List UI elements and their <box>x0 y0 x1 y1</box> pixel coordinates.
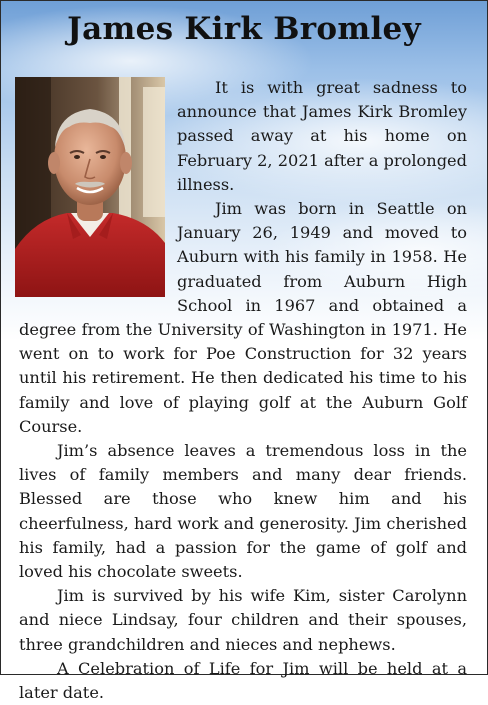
obituary-body <box>19 76 467 705</box>
paragraph-announcement: It is with great sadness to announce that James Kirk Bromley passed away at his home on February 2, 2021 after a prolonged illness. <box>177 78 467 194</box>
paragraph-celebration: A Celebration of Life for Jim will be held at a later date. <box>19 658 467 703</box>
paragraph-biography: Jim was born in Seattle on January 26, 1949 and moved to Auburn with his family in 1958. He graduated from Auburn High School in 1967 and obtained a degree from the University of Washington in 1971. He went on to work for Poe Construction for 32 years until his retirement. He then dedicated his time to his family and love of playing golf at the Auburn Golf Course. <box>19 199 467 436</box>
paragraph-remembrance: Jim’s absence leaves a tremendous loss in the lives of family members and many dear friends. Blessed are those who knew him and his cheerfulness, hard work and generosity. Jim cherished his family, had a passion for the game of golf and loved his chocolate sweets. <box>19 441 467 582</box>
paragraph-survivors: Jim is survived by his wife Kim, sister Carolynn and niece Lindsay, four children and their spouses, three grandchildren and nieces and nephews. <box>19 586 467 654</box>
photo-spacer <box>19 76 177 318</box>
obituary-title: James Kirk Bromley <box>67 11 421 47</box>
